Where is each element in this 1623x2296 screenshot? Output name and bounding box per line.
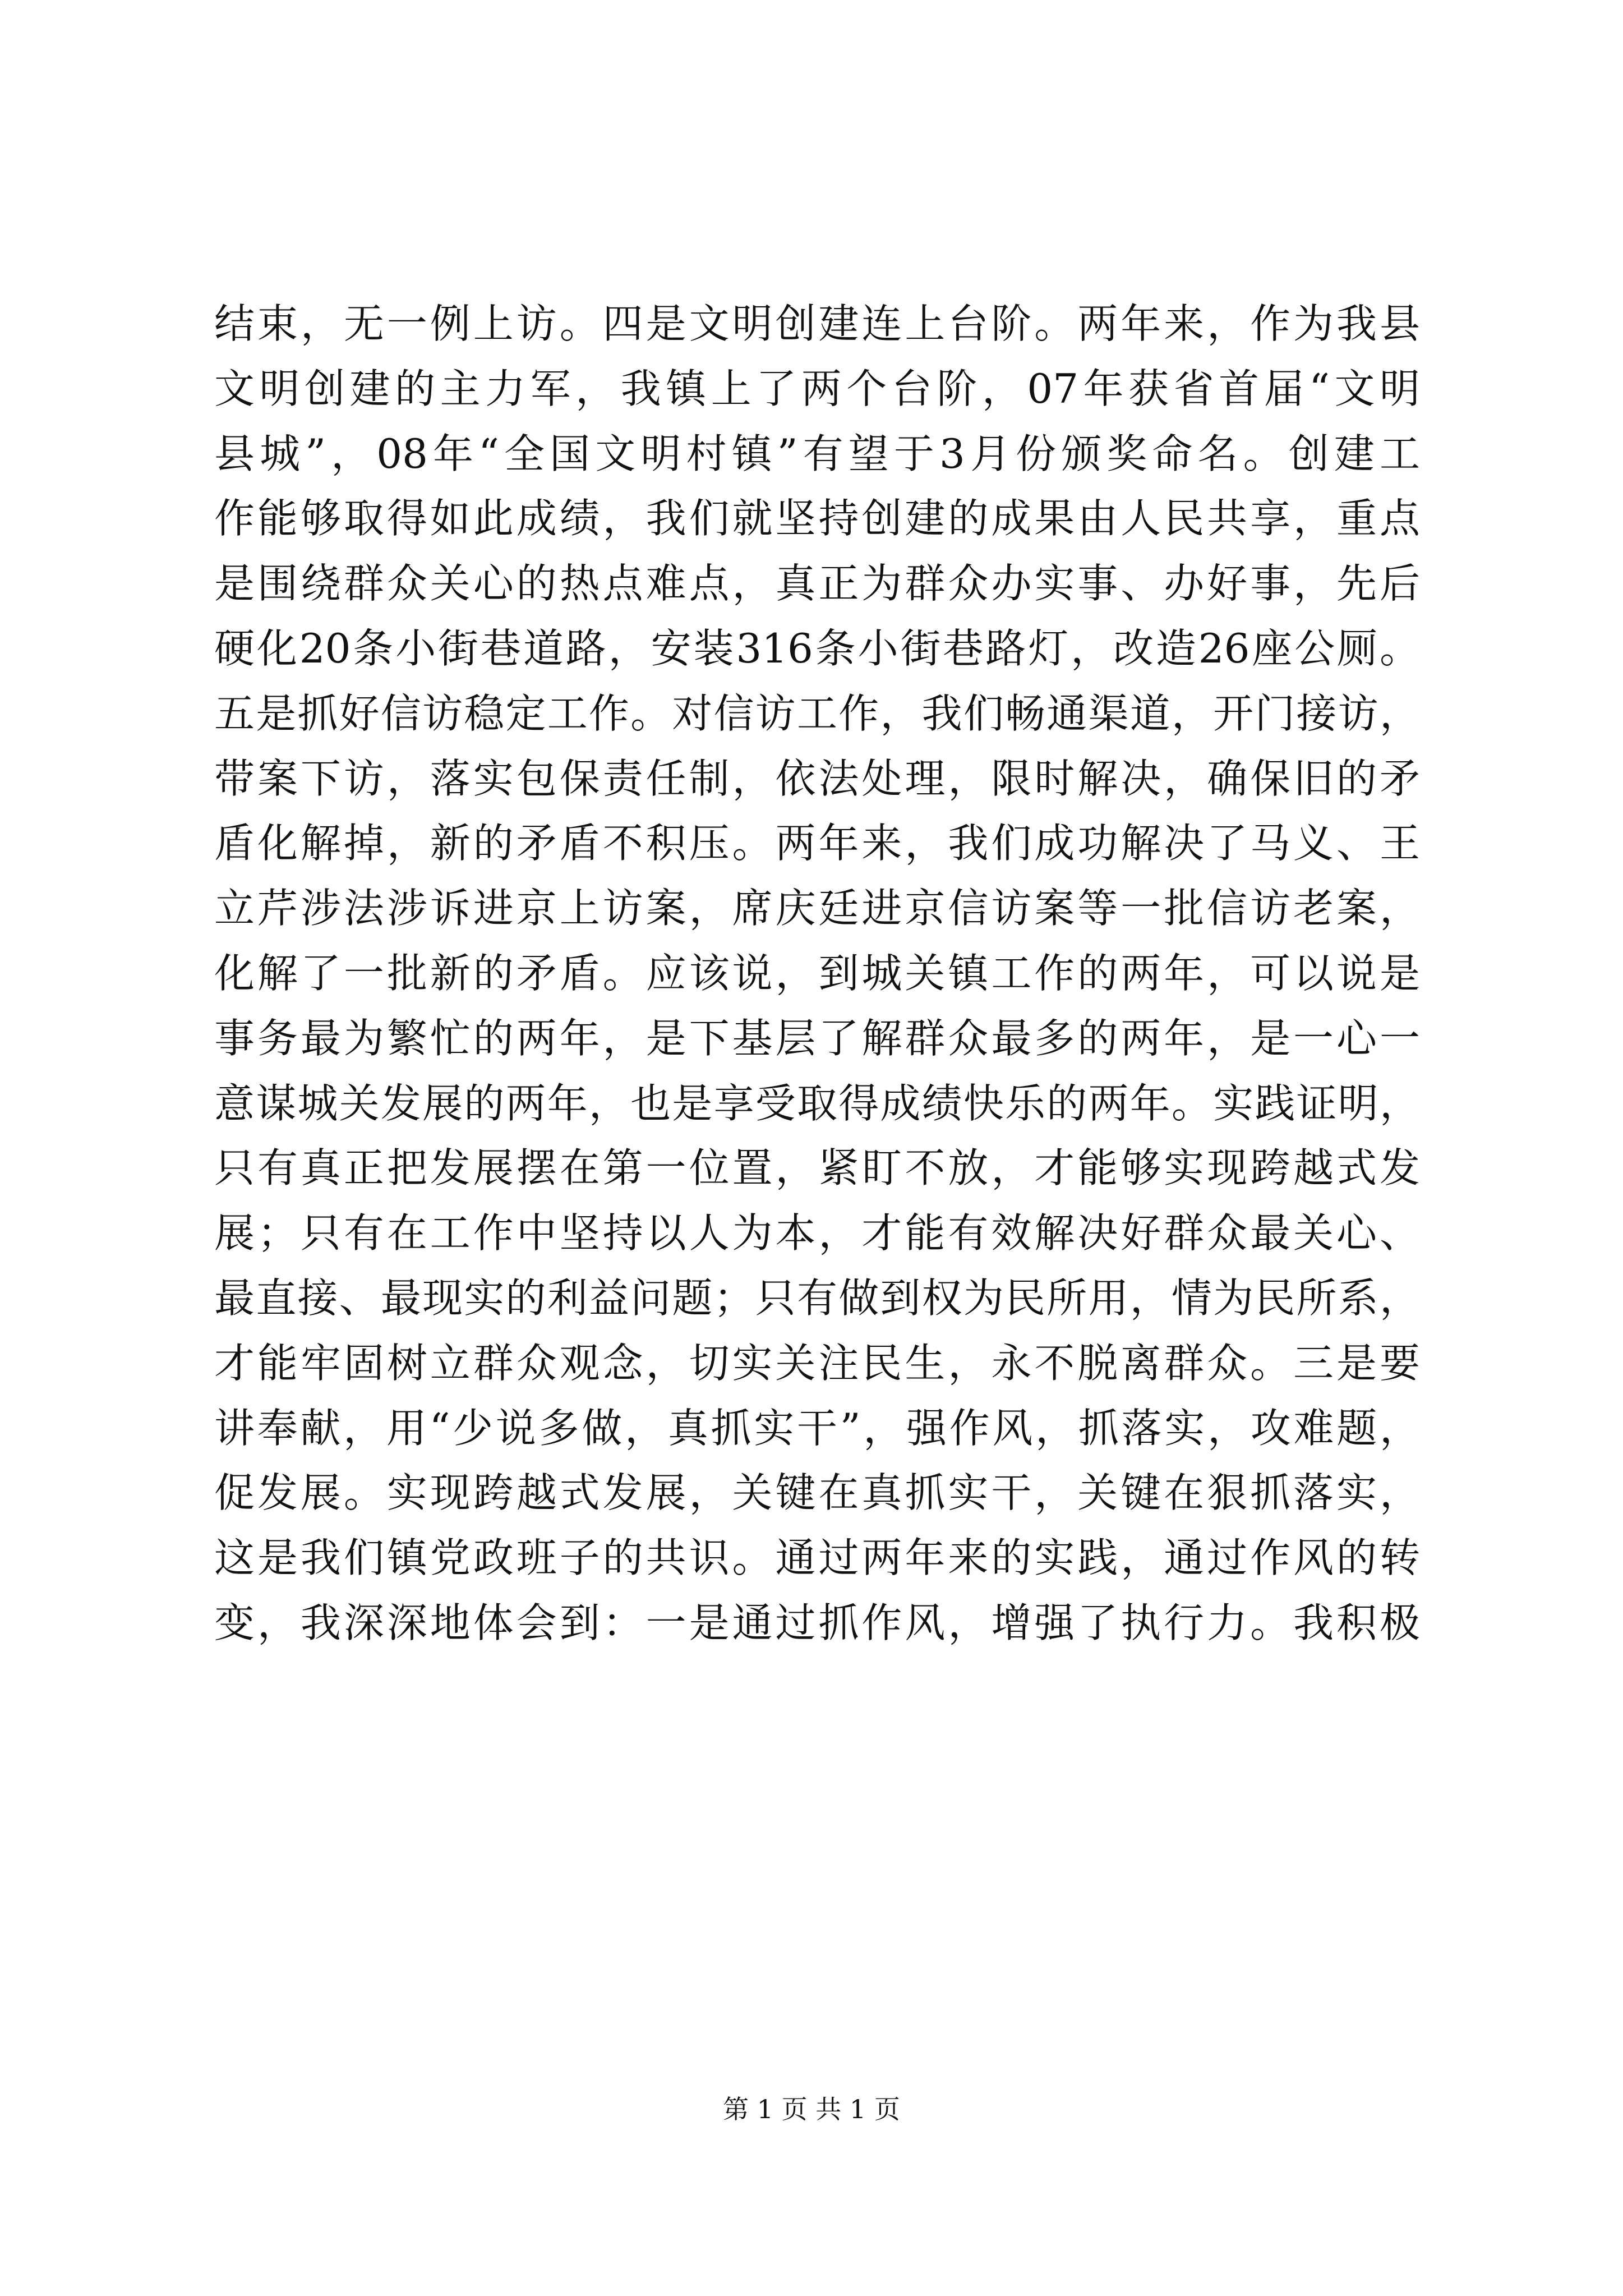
text-line: 讲奉献，用“少说多做，真抓实干”，强作风，抓落实，攻难题， <box>214 1404 1420 1452</box>
text-line: 事务最为繁忙的两年，是下基层了解群众最多的两年，是一心一 <box>214 1014 1420 1062</box>
text-line: 县城”，08年“全国文明村镇”有望于3月份颁奖命名。创建工 <box>214 430 1420 477</box>
text-line: 变，我深深地体会到：一是通过抓作风，增强了执行力。我积极 <box>214 1599 1420 1646</box>
text-line: 结束，无一例上访。四是文明创建连上台阶。两年来，作为我县 <box>214 300 1420 347</box>
text-line: 意谋城关发展的两年，也是享受取得成绩快乐的两年。实践证明， <box>214 1079 1420 1127</box>
text-line: 硬化20条小街巷道路，安装316条小街巷路灯，改造26座公厕。 <box>214 624 1420 672</box>
text-line: 这是我们镇党政班子的共识。通过两年来的实践，通过作风的转 <box>214 1534 1420 1582</box>
text-line: 立芹涉法涉诉进京上访案，席庆廷进京信访案等一批信访老案， <box>214 885 1420 932</box>
text-line: 最直接、最现实的利益问题；只有做到权为民所用，情为民所系， <box>214 1274 1420 1322</box>
text-line: 五是抓好信访稳定工作。对信访工作，我们畅通渠道，开门接访， <box>214 689 1420 737</box>
text-line: 展；只有在工作中坚持以人为本，才能有效解决好群众最关心、 <box>214 1209 1420 1257</box>
text-line: 才能牢固树立群众观念，切实关注民生，永不脱离群众。三是要 <box>214 1339 1420 1387</box>
text-line: 作能够取得如此成绩，我们就坚持创建的成果由人民共享，重点 <box>214 495 1420 542</box>
text-line: 是围绕群众关心的热点难点，真正为群众办实事、办好事，先后 <box>214 560 1420 608</box>
text-line: 促发展。实现跨越式发展，关键在真抓实干，关键在狠抓落实， <box>214 1469 1420 1517</box>
text-line: 带案下访，落实包保责任制，依法处理，限时解决，确保旧的矛 <box>214 754 1420 802</box>
text-line: 只有真正把发展摆在第一位置，紧盯不放，才能够实现跨越式发 <box>214 1144 1420 1192</box>
body-text <box>214 292 1420 1656</box>
text-line: 盾化解掉，新的矛盾不积压。两年来，我们成功解决了马义、王 <box>214 820 1420 867</box>
text-line: 文明创建的主力军，我镇上了两个台阶，07年获省首届“文明 <box>214 365 1420 412</box>
text-line: 化解了一批新的矛盾。应该说，到城关镇工作的两年，可以说是 <box>214 949 1420 997</box>
page-number-footer: 第 1 页 共 1 页 <box>723 2094 900 2124</box>
